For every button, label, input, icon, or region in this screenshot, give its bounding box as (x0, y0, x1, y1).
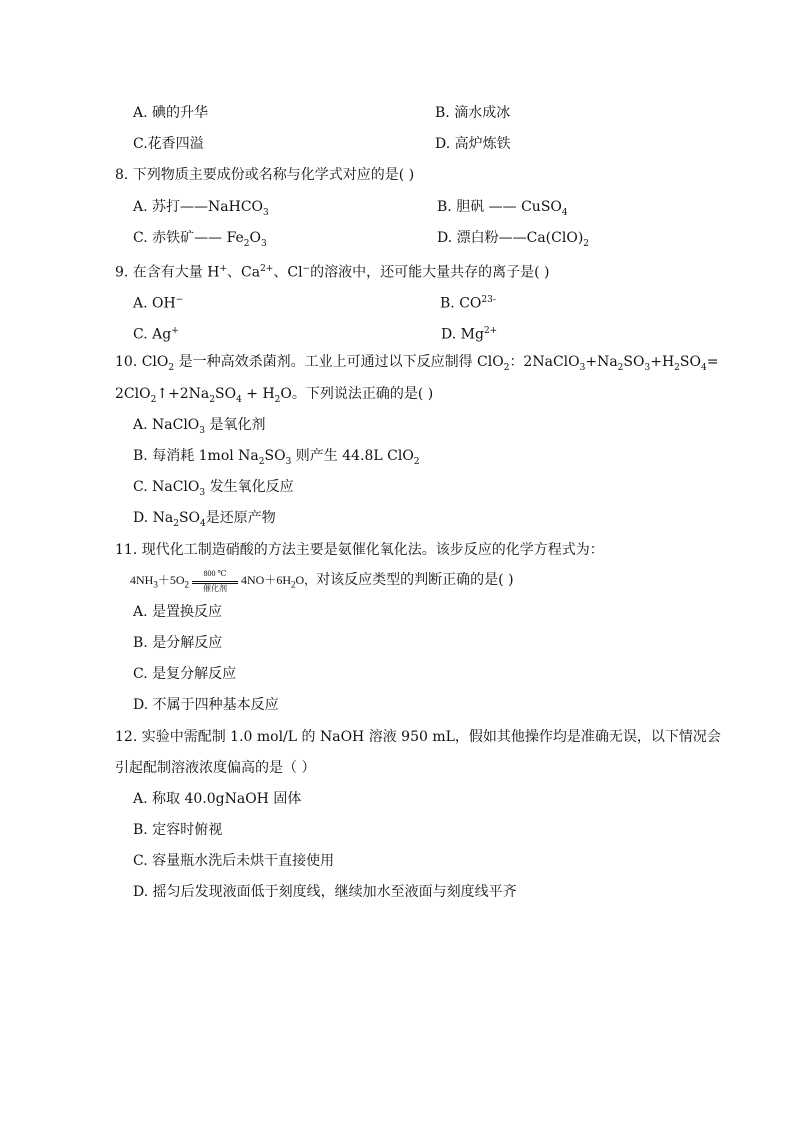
q11-option-b: B. 是分解反应 (133, 635, 223, 651)
reaction-arrow-line (192, 581, 238, 582)
q12-option-d: D. 摇匀后发现液面低于刻度线，继续加水至液面与刻度线平齐 (133, 884, 517, 900)
q8-option-b: B. 胆矾 —— CuSO$_4$ (437, 199, 568, 218)
q11-option-a: A. 是置换反应 (133, 604, 223, 620)
q11-option-d: D. 不属于四种基本反应 (133, 697, 279, 713)
q12-option-b: B. 定容时俯视 (133, 822, 223, 838)
q10-option-d: D. $Na_2SO_4$是还原产物 (133, 510, 276, 529)
q12-stem-line2: 引起配制溶液浓度偏高的是（ ） (115, 760, 316, 776)
q9-option-c: C. Ag+ (133, 326, 179, 343)
q7-option-d: D. 高炉炼铁 (435, 136, 511, 152)
q10-stem-line2: $2ClO_2↑+2Na_2SO_4 + H_2O$。下列说法正确的是( ) (115, 386, 434, 405)
q11-option-c: C. 是复分解反应 (133, 666, 237, 682)
q9-stem: 9. 在含有大量 H+、$Ca^{2+}$、Cl−的溶液中，还可能大量共存的离子是( ) (115, 264, 550, 281)
q7-option-a: A. 碘的升华 (133, 105, 209, 121)
reaction-condition-temp: 800 ℃ (203, 569, 227, 579)
q7-option-b: B. 滴水成冰 (435, 105, 511, 121)
q12-stem-line1: 12. 实验中需配制 1.0 mol/L 的 NaOH 溶液 950 mL，假如其他操作均是准确无误，以下情况会 (115, 729, 721, 745)
q9-option-d: D. $Mg^{2+}$ (441, 326, 498, 343)
q8-stem: 8. 下列物质主要成份或名称与化学式对应的是( ) (115, 167, 415, 183)
reaction-arrow (190, 569, 240, 594)
q8-option-a: A. 苏打——NaHCO$_3$ (133, 199, 269, 218)
q7-option-c: C.花香四溢 (133, 136, 204, 152)
q11-equation: $4NH_3+5O_2$ 800 ℃ 催化剂 $4NO+6H_2O$，对该反应类型的判断正确的是( ) (130, 569, 514, 594)
q11-stem: 11. 现代化工制造硝酸的方法主要是氨催化氧化法。该步反应的化学方程式为： (115, 542, 604, 558)
q9-option-b: B. $CO^{23-}$ (440, 295, 496, 312)
q10-option-a: A. NaClO$_3$ 是氧化剂 (133, 417, 266, 436)
q10-option-b: B. 每消耗 1mol $Na_2SO_3$ 则产生 44.8L ClO$_2$ (133, 448, 420, 467)
q10-option-c: C. NaClO$_3$ 发生氧化反应 (133, 479, 294, 498)
q10-stem-line1: 10. ClO$_2$ 是一种高效杀菌剂。工业上可通过以下反应制得 ClO$_2$：$2NaClO_3+Na_2SO_3+H_2SO_4=$ (115, 354, 719, 373)
q8-option-d: D. 漂白粉$——Ca(ClO)_2$ (437, 230, 590, 249)
q12-option-c: C. 容量瓶水洗后未烘干直接使用 (133, 853, 335, 869)
q9-option-a: A. OH− (133, 295, 184, 312)
reaction-condition-catalyst: 催化剂 (203, 584, 228, 594)
q8-option-c: C. 赤铁矿—— $Fe_2O_3$ (133, 230, 267, 249)
q12-option-a: A. 称取 40.0gNaOH 固体 (133, 791, 302, 807)
